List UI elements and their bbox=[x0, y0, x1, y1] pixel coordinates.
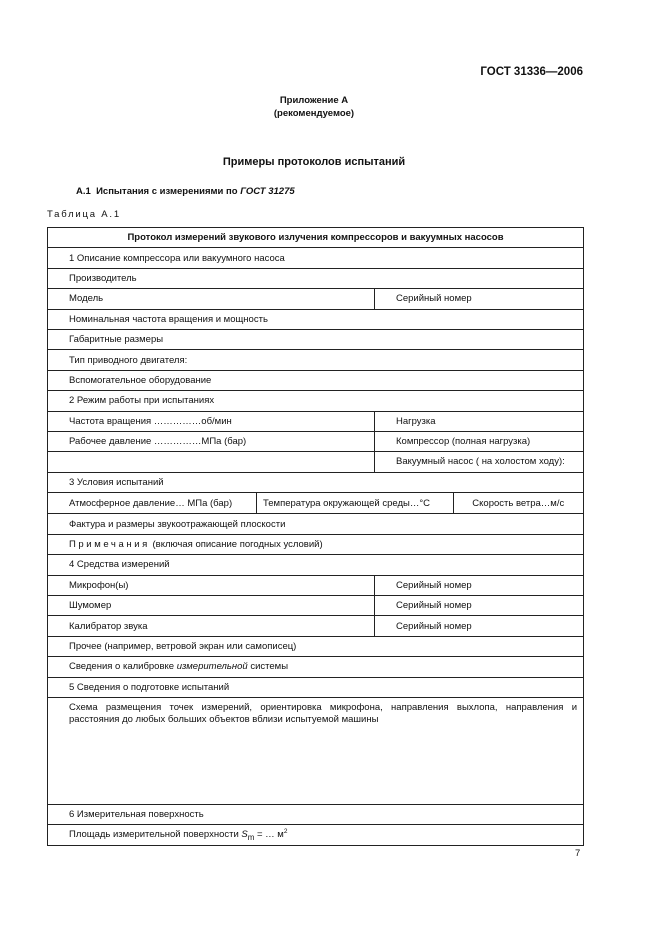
empty-cell bbox=[48, 452, 375, 472]
speed-field: Частота вращения ……………об/мин bbox=[48, 411, 375, 431]
note-text: (включая описание погодных условий) bbox=[152, 539, 323, 551]
serial-number-field: Серийный номер bbox=[375, 596, 584, 616]
table-row bbox=[48, 575, 584, 595]
table-row bbox=[48, 804, 584, 824]
table-row bbox=[48, 391, 584, 411]
pressure-field: Рабочее давление ……………МПа (бар) bbox=[48, 431, 375, 451]
dimensions-field: Габаритные размеры bbox=[48, 329, 584, 349]
table-row bbox=[48, 657, 584, 677]
table-row bbox=[48, 309, 584, 329]
scheme-field: Схема размещения точек измерений, ориентировка микрофона, направления выхлопа, направления и расстояния до любых больших объектов вблизи испытуемой машины bbox=[48, 697, 584, 804]
table-row bbox=[48, 268, 584, 288]
calibration-text-c: системы bbox=[250, 661, 289, 673]
annex-subtitle: (рекомендуемое) bbox=[273, 108, 355, 119]
area-text-b: = … м bbox=[256, 829, 284, 841]
standard-number: ГОСТ 31336—2006 bbox=[480, 66, 583, 78]
noise-meter-field: Шумомер bbox=[48, 596, 375, 616]
section-text: Испытания с измерениями по bbox=[96, 186, 238, 197]
calibration-text-b: измерительной bbox=[176, 661, 248, 673]
table-row bbox=[48, 431, 584, 451]
section-2-title: 2 Режим работы при испытаниях bbox=[48, 391, 584, 411]
temperature-field: Температура окружающей среды…°С bbox=[257, 493, 453, 513]
section-6-title: 6 Измерительная поверхность bbox=[48, 804, 584, 824]
conditions-cell bbox=[257, 493, 584, 514]
other-equipment-field: Прочее (например, ветровой экран или самописец) bbox=[48, 636, 584, 656]
table-row bbox=[48, 370, 584, 390]
table-row bbox=[48, 472, 584, 492]
annex-title: Приложение А bbox=[279, 95, 349, 106]
table-row bbox=[48, 493, 584, 514]
table-label: Таблица А.1 bbox=[47, 209, 121, 220]
table-row bbox=[48, 411, 584, 431]
nominal-field: Номинальная частота вращения и мощность bbox=[48, 309, 584, 329]
table-row bbox=[48, 616, 584, 636]
area-superscript: 2 bbox=[283, 828, 288, 836]
table-row bbox=[48, 636, 584, 656]
table-row bbox=[48, 289, 584, 309]
main-title: Примеры протоколов испытаний bbox=[222, 156, 406, 168]
section-3-title: 3 Условия испытаний bbox=[48, 472, 584, 492]
table-row bbox=[48, 596, 584, 616]
serial-number-field: Серийный номер bbox=[375, 616, 584, 636]
table-row bbox=[48, 228, 584, 248]
section-number: А.1 bbox=[76, 186, 91, 197]
table-row bbox=[48, 248, 584, 268]
atm-pressure-field: Атмосферное давление… МПа (бар) bbox=[48, 493, 257, 514]
area-text-a: Площадь измерительной поверхности bbox=[69, 829, 239, 841]
section-heading bbox=[76, 186, 295, 197]
load-field: Нагрузка bbox=[375, 411, 584, 431]
surface-field: Фактура и размеры звукоотражающей плоскости bbox=[48, 514, 584, 534]
protocol-table bbox=[47, 227, 584, 846]
motor-field: Тип приводного двигателя: bbox=[48, 350, 584, 370]
section-1-title: 1 Описание компрессора или вакуумного насоса bbox=[48, 248, 584, 268]
wind-speed-field: Скорость ветра…м/с bbox=[472, 497, 565, 509]
note-field bbox=[48, 534, 584, 554]
area-subscript: m bbox=[247, 833, 255, 843]
compressor-load-field: Компрессор (полная нагрузка) bbox=[375, 431, 584, 451]
vacuum-idle-field: Вакуумный насос ( на холостом ходу): bbox=[375, 452, 584, 472]
table-row bbox=[48, 452, 584, 472]
table-row bbox=[48, 677, 584, 697]
section-4-title: 4 Средства измерений bbox=[48, 555, 584, 575]
manufacturer-field: Производитель bbox=[48, 268, 584, 288]
table-row bbox=[48, 825, 584, 845]
area-symbol: S bbox=[241, 829, 248, 841]
model-field: Модель bbox=[48, 289, 375, 309]
serial-number-field: Серийный номер bbox=[375, 289, 584, 309]
table-row bbox=[48, 329, 584, 349]
serial-number-field: Серийный номер bbox=[375, 575, 584, 595]
calibration-field bbox=[48, 657, 584, 677]
microphone-field: Микрофон(ы) bbox=[48, 575, 375, 595]
note-label: Примечания bbox=[69, 539, 150, 551]
calibrator-field: Калибратор звука bbox=[48, 616, 375, 636]
table-row bbox=[48, 697, 584, 804]
area-field bbox=[48, 825, 584, 845]
section-5-title: 5 Сведения о подготовке испытаний bbox=[48, 677, 584, 697]
section-ref: ГОСТ 31275 bbox=[240, 186, 295, 197]
table-row bbox=[48, 534, 584, 554]
table-row bbox=[48, 514, 584, 534]
table-head: Протокол измерений звукового излучения компрессоров и вакуумных насосов bbox=[48, 228, 584, 248]
table-row bbox=[48, 350, 584, 370]
calibration-text-a: Сведения о калибровке bbox=[69, 661, 175, 673]
aux-equipment-field: Вспомогательное оборудование bbox=[48, 370, 584, 390]
table-row bbox=[48, 555, 584, 575]
page-number: 7 bbox=[575, 848, 581, 859]
